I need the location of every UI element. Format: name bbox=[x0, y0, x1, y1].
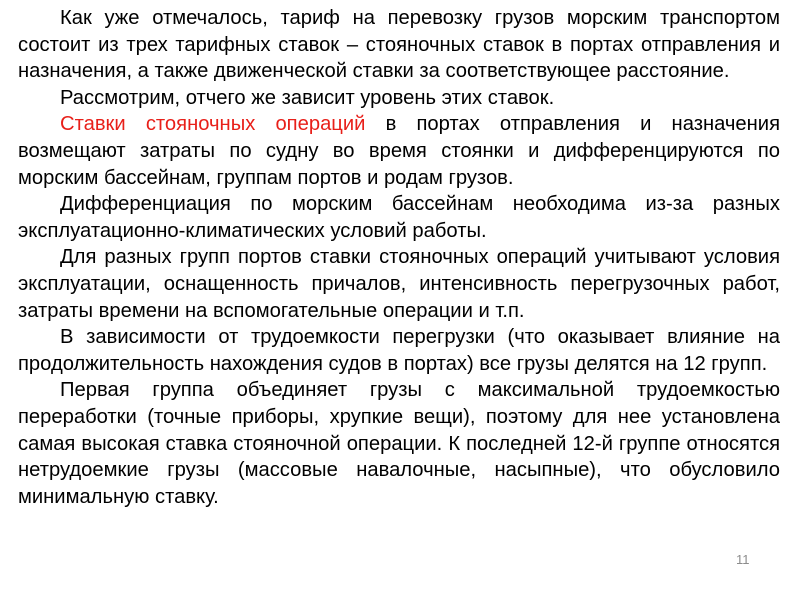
page-number: 11 bbox=[736, 552, 750, 567]
paragraph-3-text: в портах отправления и назначения возмещают затраты по судну во время стоянки и дифференцируются по морским бассейнам, группам портов и родам грузов. bbox=[18, 113, 780, 189]
paragraph-2: Рассмотрим, отчего же зависит уровень этих ставок. bbox=[60, 86, 555, 109]
highlighted-term: Ставки стояночных операций bbox=[60, 113, 366, 136]
paragraph-5: Для разных групп портов ставки стояночных операций учитывают условия эксплуатации, оснащенность причалов, интенсивность перегрузочных работ, затраты времени на вспомогательные операции и т.п. bbox=[18, 246, 780, 322]
paragraph-4: Дифференциация по морским бассейнам необходима из-за разных эксплуатационно-климатических условий работы. bbox=[18, 193, 780, 242]
paragraph-1: Как уже отмечалось, тариф на перевозку грузов морским транспортом состоит из трех тарифных ставок – стояночных ставок в портах отправления и назначения, а также движенческой ставки за соответствующее расстояние. bbox=[18, 7, 780, 83]
paragraph-7: Первая группа объединяет грузы с максимальной трудоемкостью переработки (точные приборы, хрупкие вещи), поэтому для нее установлена самая высокая ставка стояночной операции. К последней 12-й группе относятся нетрудоемкие грузы (массовые навалочные, насыпные), что обусловило минимальную ставку. bbox=[18, 379, 780, 508]
paragraph-6: В зависимости от трудоемкости перегрузки (что оказывает влияние на продолжительность нахождения судов в портах) все грузы делятся на 12 групп. bbox=[18, 326, 780, 375]
body-text bbox=[18, 5, 780, 510]
paragraph-3 bbox=[18, 111, 780, 191]
